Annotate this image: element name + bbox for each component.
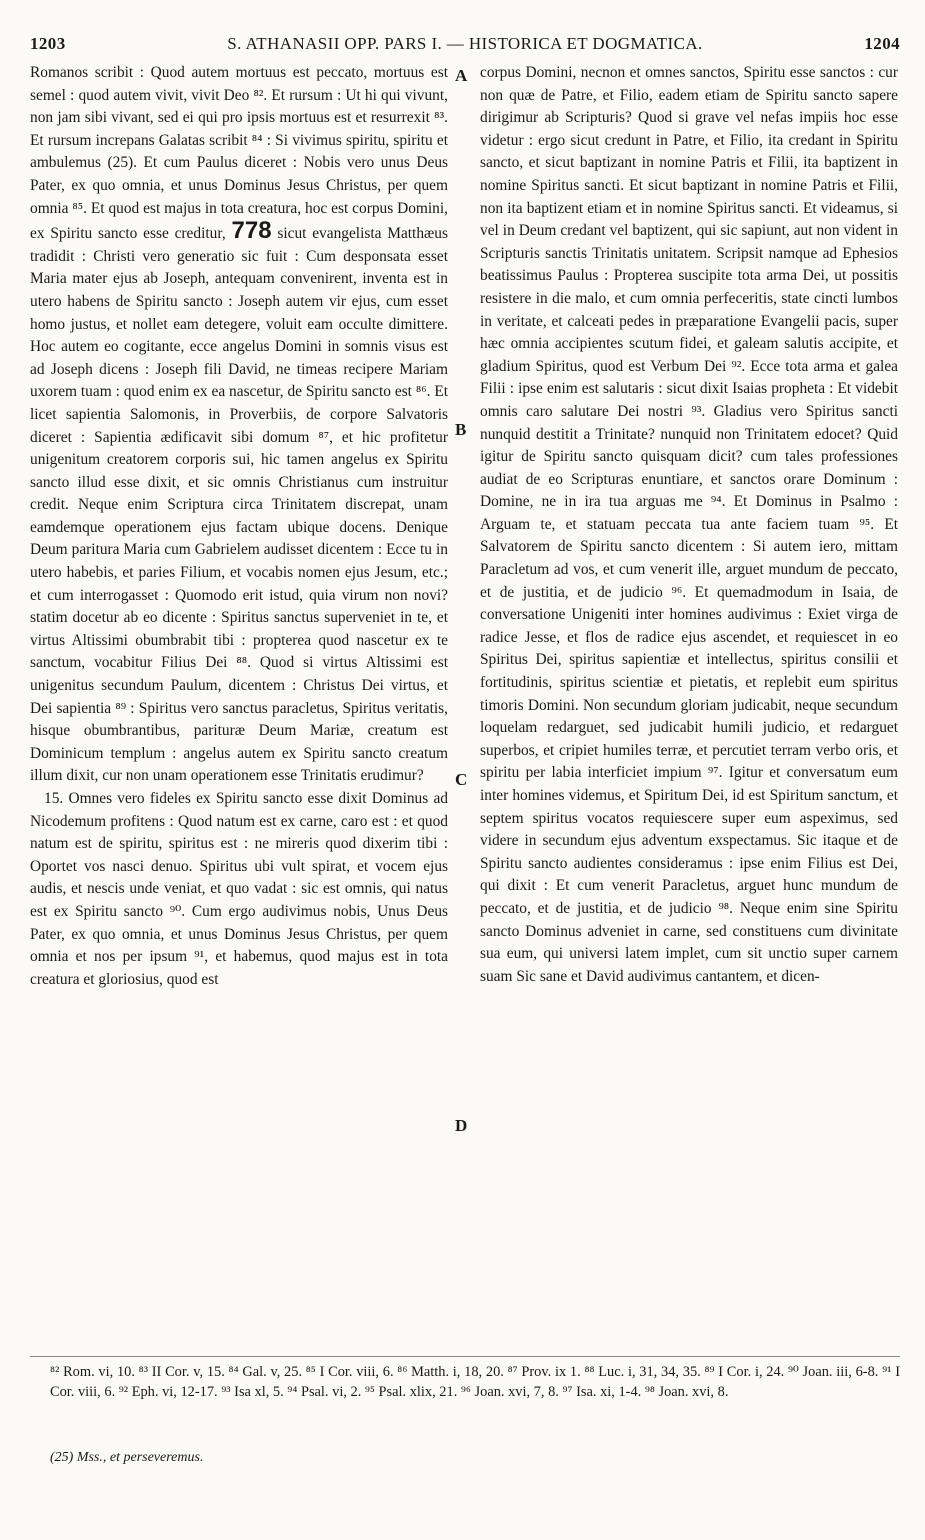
margin-marker-c: C bbox=[455, 770, 468, 789]
variant-note: (25) Mss., et perseveremus. bbox=[50, 1450, 204, 1465]
margin-marker-b: B bbox=[455, 420, 467, 439]
margin-marker-d: D bbox=[455, 1116, 468, 1135]
left-p1-text-a: Romanos scribit : Quod autem mortuus est peccato, mortuus est semel : quod autem vivit, vivit Deo ⁸². Et rursum : Ut hi qui vivunt, non jam sibi vivant, sed ei qui pro ipsis mortuus est et resurrexit ⁸³. Et rursum increpans Galatas scribit ⁸⁴ : Si vivimus spiritu, spiritu et ambulemus (25). Et cum Paulus diceret : Nobis vero unus Deus Pater, ex quo omnia, et unus Dominus Jesus Christus, per quem omnia ⁸⁵. Et quod est majus in tota creatura, hoc est corpus Domini, ex Spiritu sancto esse creditur, bbox=[30, 64, 448, 243]
footnotes: ⁸² Rom. vi, 10. ⁸³ II Cor. v, 15. ⁸⁴ Gal. v, 25. ⁸⁵ I Cor. viii, 6. ⁸⁶ Matth. i, 18, 20. ⁸⁷ Prov. ix 1. ⁸⁸ Luc. i, 31, 34, 35. ⁸⁹ I Cor. i, 24. ⁹⁰ Joan. iii, 6-8. ⁹¹ I Cor. viii, 6. ⁹² Eph. vi, 12-17. ⁹³ Isa xl, 5. ⁹⁴ Psal. vi, 2. ⁹⁵ Psal. xlix, 21. ⁹⁶ Joan. xvi, 7, 8. ⁹⁷ Isa. xi, 1-4. ⁹⁸ Joan. xvi, 8. bbox=[50, 1364, 900, 1400]
column-number: 778 bbox=[231, 217, 272, 245]
page-number-left: 1203 bbox=[30, 34, 66, 53]
running-header bbox=[30, 34, 900, 58]
page-number-right: 1204 bbox=[864, 34, 900, 53]
left-paragraph-2: 15. Omnes vero fideles ex Spiritu sancto esse dixit Dominus ad Nicodemum profitens : Quod natum est ex carne, caro est : et quod natum est de spiritu, spiritus est : ne mireris quod dixerim tibi : Oportet vos nasci denuo. Spiritus ubi vult spirat, et vocem ejus audis, et nescis unde veniat, et quo vadat : sic est omnis, qui natus est ex Spiritu sancto ⁹⁰. Cum ergo audivimus nobis, Unus Deus Pater, ex quo omnia, et unus Dominus Jesus Christus, per quem omnia et nos per ipsum ⁹¹, et habemus, quod majus est in tota creatura et gloriosius, quod est bbox=[30, 790, 448, 988]
left-p1-text-b: sicut evangelista Matthæus tradidit : Christi vero generatio sic fuit : Cum desponsata esset Maria mater ejus ab Joseph, antequam convenirent, inventa est in utero habens de Spiritu sancto : Joseph autem vir ejus, cum esset homo justus, et nollet eam detegere, voluit eam occulte dimittere. Hoc autem eo cogitante, ecce angelus Domini in somnis visus est ad Joseph dicens : Joseph fili David, ne timeas recipere Mariam uxorem tuam : quod enim ex ea nascetur, de Spiritu sancto est ⁸⁶. Et licet sapientia Salomonis, in Proverbiis, de corpore Salvatoris diceret : Sapientia ædificavit sibi domum ⁸⁷, et hic profitetur unigenitum creatorem corporis sui, hic tamen angelus ex Spiritu sancto illud esse dixit, et sic omnis Christianus cum instruitur credit. Neque enim Scriptura circa Trinitatem discrepat, unam eamdemque operationem ejus factam ubique docens. Denique Deum paritura Maria cum Gabrielem audisset dicentem : Ecce tu in utero habebis, et paries Filium, et vocabis nomen ejus Jesum, etc.; et cum interrogasset : Quomodo erit istud, quia virum non novi? statim docetur ab eo dicente : Spiritus sanctus superveniet in te, et virtus Altissimi obumbrabit tibi : propterea quod nascetur ex te sanctum, vocabitur Filius Dei ⁸⁸. Quod si virtus Altissimi est unigenitus secundum Paulum, dicentem : Christus Dei virtus, et Dei sapientia ⁸⁹ : Spiritus vero sanctus paracletus, Spiritus veritatis, hisque obumbrantibus, parituræ Deum Mariæ, creatum est Dominicum templum : angelus autem ex Spiritu sancto creatum illum dixit, cur non unam operationem esse Trinitatis erudimur? bbox=[30, 225, 448, 785]
running-title: S. ATHANASII OPP. PARS I. — HISTORICA ET DOGMATICA. bbox=[227, 34, 703, 53]
left-paragraph-1 bbox=[30, 62, 448, 788]
right-paragraph-1: corpus Domini, necnon et omnes sanctos, Spiritu esse sanctos : cur non quæ de Patre, et Filio, eadem etiam de Spiritu sancto sapere dirigimur ab Scripturis? Quod si grave vel nefas impiis hoc esse videtur : ergo sicut credunt in Patre, et Filio, ita credant in Spiritu sancto, et sicut baptizant in nomine Patris et Filii, ita baptizent in nomine Spiritus sancti. Et sicut baptizant in nomine Patris et Filii, non ita baptizent etiam et in nomine Spiritus sancti. Et videamus, si vel in Deum credant vel baptizent, qui sic sapiunt, aut non vident in Scripturis sanctis Trinitatis unitatem. Scripsit namque ad Ephesios beatissimus Paulus : Propterea suscipite tota arma Dei, ut possitis resistere in die malo, et cum omnia perfeceritis, state cincti lumbos in veritate, et calceati pedes in præparatione Evangelii pacis, super hæc omnia accipientes scutum fidei, et galeam salutis accipite, et gladium Spiritus, quod est Verbum Dei ⁹². Ecce tota arma et galea Filii : ipse enim est salutaris : sicut dixit Isaias propheta : Et videbit omnis caro salutare Dei nostri ⁹³. Gladius vero Spiritus sancti nunquid destitit a Trinitate? nunquid non Trinitatem edocet? Quid igitur de Spiritu sancto quisquam dicit? cum tales professiones audiat de eo Scripturas enuntiare, et sanctos orare Dominum : Domine, ne in ira tua arguas me ⁹⁴. Et Dominus in Psalmo : Arguam te, et statuam peccata tua ante faciem tuam ⁹⁵. Et Salvatorem de Spiritu sancto dicentem : Si autem iero, mittam Paracletum ad vos, et cum venerit ille, arguet mundum de peccato, et de justitia, et de judicio ⁹⁶. Et quemadmodum in Isaia, de conversatione Unigeniti inter homines audivimus : Exiet virga de radice Jesse, et flos de radice ejus ascendet, et requiescet in eo Spiritus Dei, spiritus sapientiæ et intellectus, spiritus consilii et fortitudinis, spiritus scientiæ et pietatis, et replebit eum spiritus timoris Domini. Non secundum gloriam judicabit, neque secundum loquelam redarguet, sed judicabit humili judicio, et redarguet superbos, et cripiet humiles terræ, et percutiet terram verbo oris, et spiritu per labia interficiet impium ⁹⁷. Igitur et conversatum eum inter homines videmus, et Spiritum Dei, id est Spiritum sanctum, et septem spiritus vocatos requiescere super eum aspeximus, sed videre in secundum ejus adventum exspectamus. Sic itaque et de Spiritu sancto audientes consideramus : ipse enim Filius est Dei, qui dixit : Et cum venerit Paracletus, arguet hunc mundum de peccato, et de justitia, et de judicio ⁹⁸. Neque enim sine Spiritu sancto Dominus adveniet in carne, sed constituens cum divinitate sua eum, qui universi latem implet, cum sit unctio super carnem suam Sic sane et David audivimus cantantem, et dicen- bbox=[480, 64, 898, 985]
right-column bbox=[480, 62, 898, 988]
left-column bbox=[30, 62, 448, 991]
footnote-divider bbox=[30, 1356, 900, 1357]
margin-marker-a: A bbox=[455, 66, 468, 85]
